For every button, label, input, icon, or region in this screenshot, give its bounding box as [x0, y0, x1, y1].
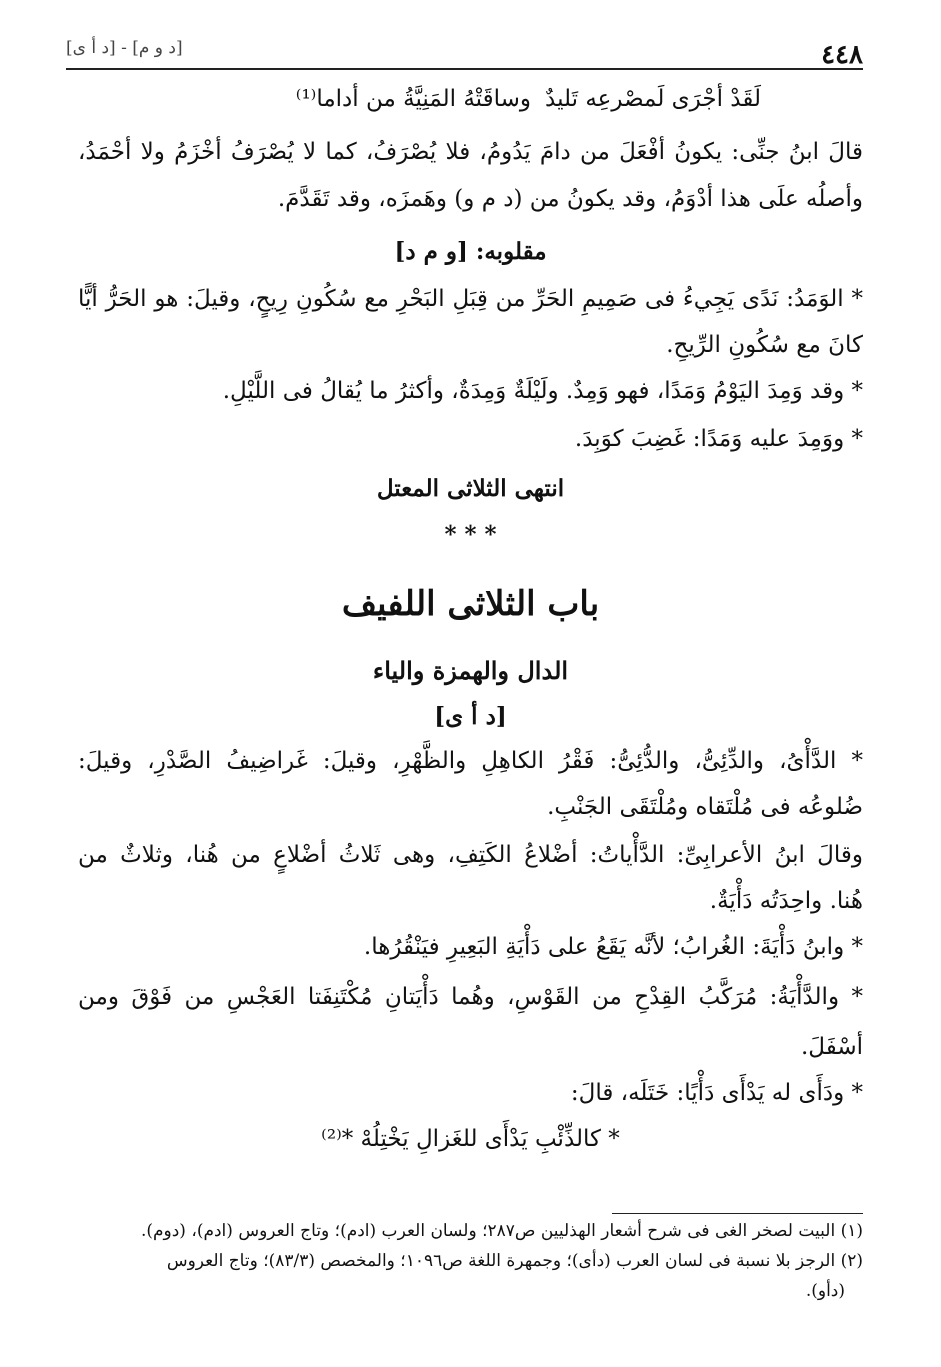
paragraph-line: أسْفَلَ. [800, 1034, 863, 1060]
paragraph-line: * الوَمَدُ: نَدًى يَجِيءُ فى صَمِيمِ الحَرِّ من قِبَلِ البَحْرِ مع سُكُونِ رِيحٍ، وقيلَ: هو الحَرُّ أيًّا [78, 286, 863, 312]
paragraph-line: * وقد وَمِدَ اليَوْمُ وَمَدًا، فهو وَمِدٌ. ولَيْلَةٌ وَمِدَةٌ، وأكثرُ ما يُقالُ فى اللَّيْلِ. [222, 378, 863, 404]
paragraph-line: * الدَّأْىُ، والدِّئِىُّ، والدُّئِىُّ: فَقْرُ الكاهِلِ والظَّهْرِ، وقيلَ: غَراضِيفُ الصَّدْرِ، وقيلَ: [78, 748, 863, 774]
end-of-section-note: انتهى الثلاثى المعتل [376, 475, 565, 502]
chapter-title: باب الثلاثى اللفيف [341, 584, 600, 624]
footnote: (٢) الرجز بلا نسبة فى لسان العرب (دأى)؛ وجمهرة اللغة ص١٠٩٦؛ والمخصص (٨٣/٣)؛ وتاج العروس [166, 1251, 863, 1271]
verse-line: * كالذِّئْبِ يَدْأَى للغَزالِ يَخْتِلُهْ *⁽²⁾ [321, 1126, 620, 1152]
maqlub-subheading: مقلوبه: [و م د] [394, 238, 547, 265]
paragraph-line: كانَ مع سُكُونِ الرِّيحِ. [666, 332, 863, 358]
section-title: الدال والهمزة والياء [372, 656, 569, 685]
paragraph-line: * ووَمِدَ عليه وَمَدًا: غَضِبَ كوَبِدَ. [574, 426, 863, 452]
running-header-roots: [د و م] - [د أ ى] [66, 38, 183, 58]
paragraph-line: هُنا. واحِدَتُه دَأْيَةٌ. [709, 888, 863, 914]
paragraph-line: وأصلُه علَى هذا أدْوَمُ، وقد يكونُ من (د م و) وهَمزَه، وقد تَقَدَّمَ. [277, 186, 863, 212]
verse-hemistich-1: لَقَدْ أجْرَى لَمصْرعِه تَليدٌ [545, 86, 761, 112]
paragraph-line: * ودَأَى له يَدْأَى دَأْيًا: خَتَلَه، قالَ: [570, 1080, 863, 1106]
paragraph-line: * وابنُ دَأْيَةَ: الغُرابُ؛ لأنَّه يَقَعُ على دَأْيَةِ البَعِيرِ فيَنْقُرُها. [363, 934, 863, 960]
paragraph-line: قالَ ابنُ جنِّى: يكونُ أفْعَلَ من دامَ يَدُومُ، فلا يُصْرَفُ، كما لا يُصْرَفُ أخْزَمُ ولا أحْمَدُ، [78, 139, 863, 165]
footnote-continuation: (دأو). [805, 1281, 845, 1301]
footnote: (١) البيت لصخر الغى فى شرح أشعار الهذليين ص٢٨٧؛ ولسان العرب (ادم)؛ وتاج العروس (ادم)، (دوم). [140, 1221, 863, 1241]
paragraph-line: ضُلوعُه فى مُلْتَقاه ومُلْتَقَى الجَنْبِ. [547, 794, 863, 820]
verse-hemistich-2: وساقَتْهُ المَنِيَّةُ من أداما⁽¹⁾ [295, 86, 531, 112]
root-heading: [د أ ى] [434, 703, 507, 730]
paragraph-line: وقالَ ابنُ الأعرابِىِّ: الدَّأْياتُ: أضْلاعُ الكَتِفِ، وهى ثَلاثُ أضْلاعٍ من هُنا، وثلاثٌ من [78, 842, 863, 868]
section-divider-stars: * * * [444, 521, 497, 548]
page-number: ٤٤٨ [821, 40, 863, 70]
footnote-rule [612, 1213, 863, 1214]
header-rule [66, 68, 863, 70]
paragraph-line: * والدَّأْيَةُ: مُرَكَّبُ القِدْحِ من القَوْسِ، وهُما دَأْيَتانِ مُكْتَنِفَتا العَجْسِ من فَوْقَ ومن [78, 984, 863, 1010]
